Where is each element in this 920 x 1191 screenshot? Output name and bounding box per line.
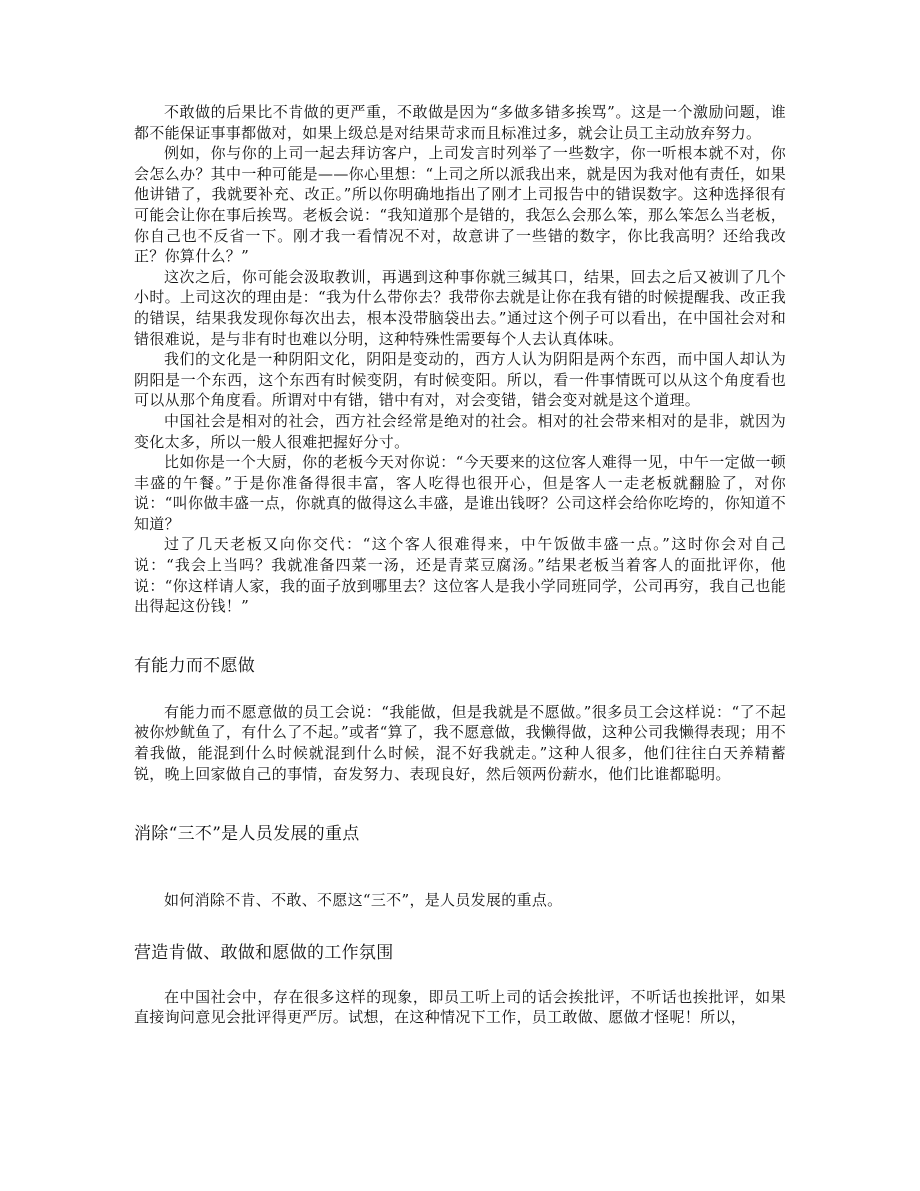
paragraph: 如何消除不肯、不敢、不愿这“三不”，是人员发展的重点。 (164, 891, 563, 910)
paragraph: 中国社会是相对的社会，西方社会经常是绝对的社会。相对的社会带来相对的是非，就因为变化太多，所以一般人很难把握好分寸。 (134, 411, 786, 451)
section-heading: 有能力而不愿做 (134, 655, 256, 676)
paragraph: 我们的文化是一种阴阳文化，阴阳是变动的，西方人认为阴阳是两个东西，而中国人却认为阴阳是一个东西，这个东西有时候变阴，有时候变阳。所以，看一件事情既可以从这个角度看也可以从那个角度看。所谓对中有错，错中有对，对会变错，错会变对就是这个道理。 (134, 350, 786, 410)
paragraph: 有能力而不愿意做的员工会说：“我能做，但是我就是不愿做。”很多员工会这样说：“了不起被你炒鱿鱼了，有什么了不起。”或者“算了，我不愿意做，我懒得做，这种公司我懒得表现；用不着我做，能混到什么时候就混到什么时候，混不好我就走。”这种人很多，他们往往白天养精蓄锐，晚上回家做自己的事情，奋发努力、表现良好，然后领两份薪水，他们比谁都聪明。 (134, 702, 786, 783)
paragraph: 比如你是一个大厨，你的老板今天对你说：“今天要来的这位客人难得一见，中午一定做一顿丰盛的午餐。”于是你准备得很丰富，客人吃得也很开心，但是客人一走老板就翻脸了，对你说：“叫你做丰盛一点，你就真的做得这么丰盛，是谁出钱呀？公司这样会给你吃垮的，你知道不知道？ (134, 453, 786, 533)
paragraph: 例如，你与你的上司一起去拜访客户，上司发言时列举了一些数字，你一听根本就不对，你会怎么办？其中一种可能是——你心里想：“上司之所以派我出来，就是因为我对他有责任，如果他讲错了，我就要补充、改正。”所以你明确地指出了刚才上司报告中的错误数字。这种选择很有可能会让你在事后挨骂。老板会说：“我知道那个是错的，我怎么会那么笨，那么笨怎么当老板，你自己也不反省一下。刚才我一看情况不对，故意讲了一些错的数字，你比我高明？还给我改正？你算什么？” (134, 144, 786, 266)
paragraph: 在中国社会中，存在很多这样的现象，即员工听上司的话会挨批评，不听话也挨批评，如果直接询问意见会批评得更严厉。试想，在这种情况下工作，员工敢做、愿做才怪呢！所以， (134, 987, 786, 1027)
paragraph: 过了几天老板又向你交代：“这个客人很难得来，中午饭做丰盛一点。”这时你会对自己说：“我会上当吗？我就准备四菜一汤，还是青菜豆腐汤。”结果老板当着客人的面批评你，他说：“你这样请人家，我的面子放到哪里去？这位客人是我小学同班同学，公司再穷，我自己也能出得起这份钱！” (134, 535, 786, 616)
document-page (134, 102, 786, 1028)
paragraph: 这次之后，你可能会汲取教训，再遇到这种事你就三缄其口，结果，回去之后又被训了几个小时。上司这次的理由是：“我为什么带你去？我带你去就是让你在我有错的时候提醒我、改正我的错误，结果我发现你每次出去，根本没带脑袋出去。”通过这个例子可以看出，在中国社会对和错很难说，是与非有时也难以分明，这种特殊性需要每个人去认真体味。 (134, 267, 786, 348)
section-heading: 消除“三不”是人员发展的重点 (134, 824, 360, 845)
paragraph: 不敢做的后果比不肯做的更严重，不敢做是因为“多做多错多挨骂”。这是一个激励问题，谁都不能保证事事都做对，如果上级总是对结果苛求而且标准过多，就会让员工主动放弃努力。 (134, 103, 786, 142)
section-heading: 营造肯做、敢做和愿做的工作氛围 (134, 942, 394, 963)
